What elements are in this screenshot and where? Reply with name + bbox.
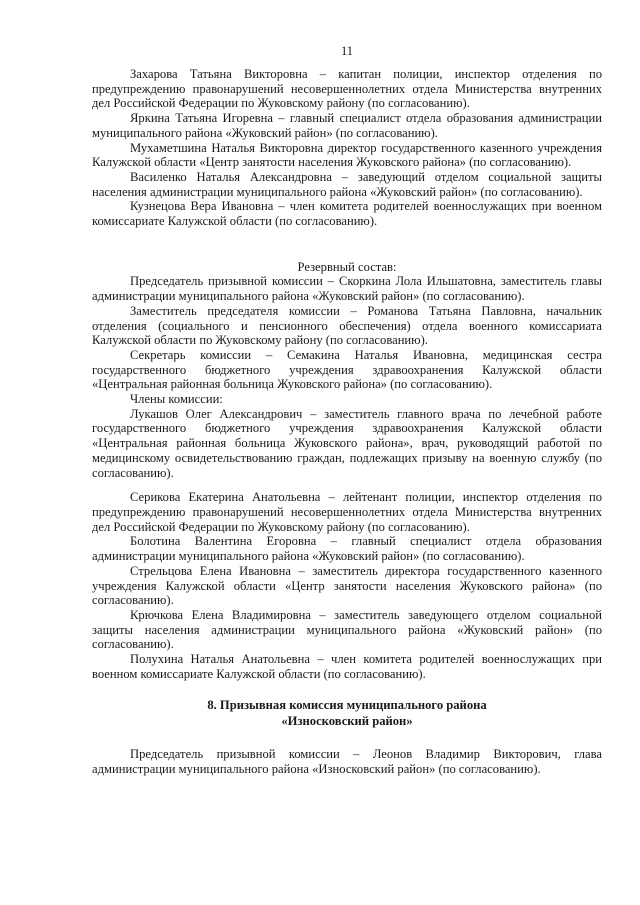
reserve-member-entry: Полухина Наталья Анатольевна – член комитета родителей военнослужащих при военном комиссариате Калужской области (по согласованию). <box>92 652 602 681</box>
reserve-members-label: Члены комиссии: <box>130 392 223 407</box>
member-entry: Яркина Татьяна Игоревна – главный специалист отдела образования администрации муниципального района «Жуковский район» (по согласованию). <box>92 111 602 140</box>
reserve-heading: Резервный состав: <box>297 259 397 274</box>
reserve-members-list <box>92 274 602 681</box>
reserve-chairman-entry: Председатель призывной комиссии – Скоркина Лола Ильшатовна, заместитель главы администрации муниципального района «Жуковский район» (по согласованию). <box>92 274 602 304</box>
section-title-line-1: 8. Призывная комиссия муниципального района <box>207 698 487 713</box>
reserve-member-entry: Серикова Екатерина Анатольевна – лейтенант полиции, инспектор отделения по предупреждению правонарушений несовершеннолетних отдела Министерства внутренних дел Российской Федерации по Жуковскому району (по согласованию). <box>92 490 602 534</box>
section-chairman-entry: Председатель призывной комиссии – Леонов Владимир Викторович, глава администрации муниципального района «Износковский район» (по согласованию). <box>92 746 602 776</box>
reserve-member-entry: Крючкова Елена Владимировна – заместитель заведующего отделом социальной защиты населения администрации муниципального района «Жуковский район» (по согласованию). <box>92 607 602 652</box>
page-number: 11 <box>340 44 354 58</box>
reserve-member-entry: Стрельцова Елена Ивановна – заместитель директора государственного казенного учреждения Калужской области «Центр занятости населения Жуковского района» (по согласованию). <box>92 563 602 608</box>
reserve-member-entry: Лукашов Олег Александрович – заместитель главного врача по лечебной работе государственного бюджетного учреждения здравоохранения Калужской области «Центральная районная больница Жуковского района», врач, руководящий работой по медицинскому освидетельствованию граждан, подлежащих призыву на военную службу (по согласованию). <box>92 406 602 480</box>
reserve-secretary-entry: Секретарь комиссии – Семакина Наталья Ивановна, медицинская сестра государственного бюджетного учреждения здравоохранения Калужской области «Центральная районная больница Жуковского района» (по согласованию). <box>92 347 602 392</box>
member-entry: Василенко Наталья Александровна – заведующий отделом социальной защиты населения администрации муниципального района «Жуковский район» (по согласованию). <box>92 169 602 199</box>
section-title-line-2: «Износковский район» <box>281 713 413 728</box>
main-members-list <box>92 67 602 229</box>
reserve-deputy-entry: Заместитель председателя комиссии – Романова Татьяна Павловна, начальник отделения (социального и пенсионного обеспечения) отдела военного комиссариата Калужской области по Жуковскому району (по согласованию). <box>92 303 602 348</box>
member-entry: Захарова Татьяна Викторовна – капитан полиции, инспектор отделения по предупреждению правонарушений несовершеннолетних отдела Министерства внутренних дел Российской Федерации по Жуковскому району (по согласованию). <box>92 67 602 111</box>
reserve-member-entry: Болотина Валентина Егоровна – главный специалист отдела образования администрации муниципального района «Жуковский район» (по согласованию). <box>92 534 602 564</box>
section-heading <box>92 698 602 728</box>
member-entry: Кузнецова Вера Ивановна – член комитета родителей военнослужащих при военном комиссариате Калужской области (по согласованию). <box>92 199 602 229</box>
member-entry: Мухаметшина Наталья Викторовна директор государственного казенного учреждения Калужской области «Центр занятости населения Жуковского района» (по согласованию). <box>92 140 602 170</box>
